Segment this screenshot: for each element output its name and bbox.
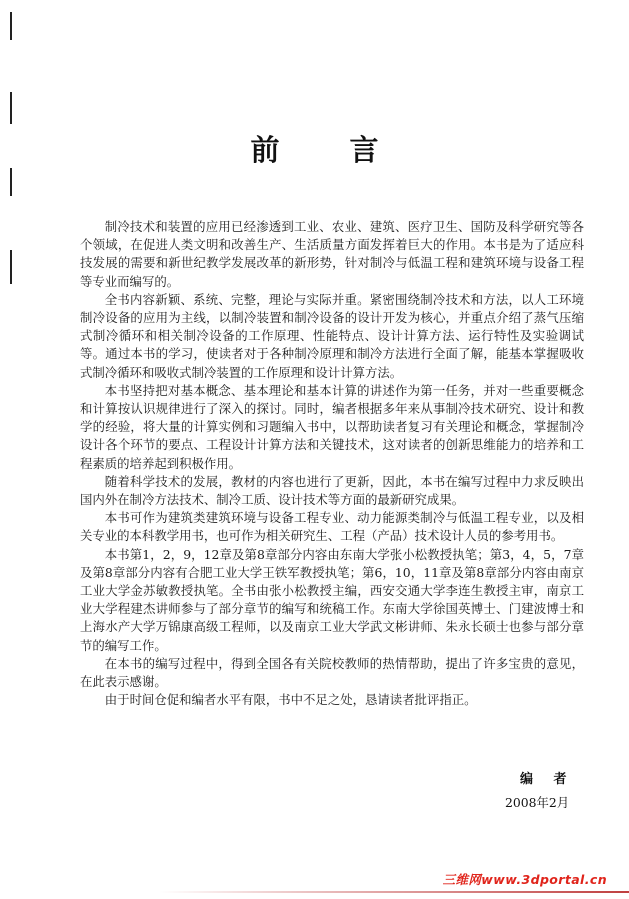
paragraph-6: 本书第1，2，9，12章及第8章部分内容由东南大学张小松教授执笔；第3，4，5，7章及第8章部分内容有合肥工业大学王铁军教授执笔；第6，10，11章及第8章部分内容由南京工业大学金苏敏教授执笔。全书由张小松教授主编，西安交通大学李连生教授主审，南京工业大学程建杰讲师参与了部分章节的编写和统稿工作。东南大学徐国英博士、门建波博士和上海水产大学万锦康高级工程师，以及南京工业大学武文彬讲师、朱永长硕士也参与部分章节的编写工作。 (80, 546, 584, 653)
paragraph-5: 本书可作为建筑类建筑环境与设备工程专业、动力能源类制冷与低温工程专业，以及相关专业的本科教学用书，也可作为相关研究生、工程（产品）技术设计人员的参考用书。 (80, 510, 584, 544)
watermark-bar (159, 891, 629, 893)
signature-date: 2008年2月 (505, 795, 570, 810)
watermark: 三维网www.3dportal.cn (442, 872, 607, 887)
preface-body (80, 218, 584, 709)
binding-mark-1 (10, 12, 12, 40)
binding-mark-2 (10, 92, 12, 124)
page-title: 前 言 (250, 133, 409, 167)
paragraph-3: 本书坚持把对基本概念、基本理论和基本计算的讲述作为第一任务，并对一些重要概念和计算按认识规律进行了深入的探讨。同时，编者根据多年来从事制冷技术研究、设计和教学的经验，将大量的计算实例和习题编入书中，以帮助读者复习有关理论和概念，掌握制冷设计各个环节的要点、工程设计计算方法和关键技术，这对读者的创新思维能力的培养和工程素质的培养起到积极作用。 (80, 382, 584, 471)
paragraph-2: 全书内容新颖、系统、完整，理论与实际并重。紧密围绕制冷技术和方法，以人工环境制冷设备的应用为主线，以制冷装置和制冷设备的设计开发为核心，并重点介绍了蒸气压缩式制冷循环和相关制冷设备的工作原理、性能特点、设计计算方法、运行特性及实验调试等。通过本书的学习，使读者对于各种制冷原理和制冷方法进行全面了解，能基本掌握吸收式制冷循环和吸收式制冷装置的工作原理和设计计算方法。 (80, 291, 584, 380)
paragraph-1: 制冷技术和装置的应用已经渗透到工业、农业、建筑、医疗卫生、国防及科学研究等各个领域，在促进人类文明和改善生产、生活质量方面发挥着巨大的作用。本书是为了适应科技发展的需要和新世纪教学发展改革的新形势，针对制冷与低温工程和建筑环境与设备工程等专业而编写的。 (80, 219, 584, 289)
paragraph-7: 在本书的编写过程中，得到全国各有关院校教师的热情帮助，提出了许多宝贵的意见，在此表示感谢。 (80, 655, 584, 690)
paragraph-4: 随着科学技术的发展，教材的内容也进行了更新，因此，本书在编写过程中力求反映出国内外在制冷方法技术、制冷工质、设计技术等方面的最新研究成果。 (80, 473, 584, 508)
binding-mark-3 (10, 168, 12, 196)
signature-author: 编 者 (520, 772, 575, 787)
paragraph-8: 由于时间仓促和编者水平有限，书中不足之处，恳请读者批评指正。 (104, 692, 477, 708)
binding-mark-4 (10, 250, 12, 284)
